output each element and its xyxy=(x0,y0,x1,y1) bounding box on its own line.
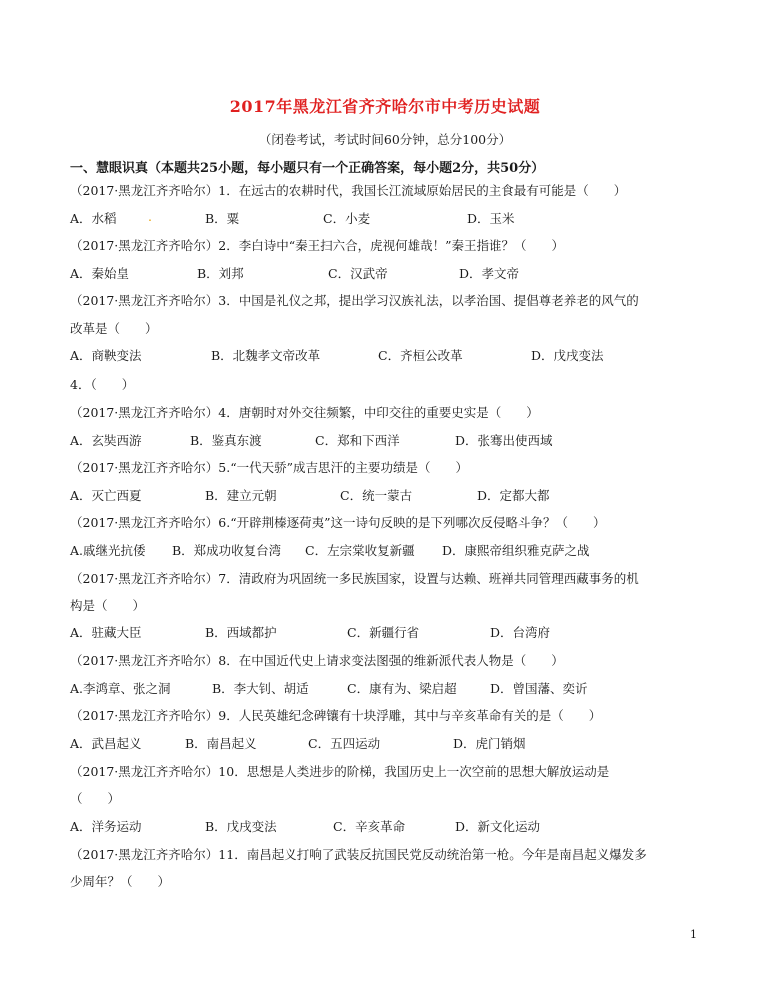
question-1-option-a: A．水稻 xyxy=(70,211,117,226)
question-5-option-c: C．统一蒙古 xyxy=(340,488,413,503)
question-2-stem: （2017·黑龙江齐齐哈尔）2．李白诗中“秦王扫六合，虎视何雄哉！”秦王指谁？（ ） xyxy=(70,238,565,253)
question-9-stem: （2017·黑龙江齐齐哈尔）9．人民英雄纪念碑镶有十块浮雕，其中与辛亥革命有关的是（ ） xyxy=(70,708,602,723)
question-7-option-a: A．驻藏大臣 xyxy=(70,625,142,640)
question-8-option-a: A.李鸿章、张之洞 xyxy=(70,681,171,696)
question-9-option-d: D．虎门销烟 xyxy=(453,736,526,751)
question-9-option-b: B．南昌起义 xyxy=(185,736,257,751)
question-6-option-a: A.戚继光抗倭 xyxy=(70,543,146,558)
exam-title: 2017年黑龙江省齐齐哈尔市中考历史试题 xyxy=(229,97,541,116)
stray-dot: . xyxy=(148,209,152,224)
question-2-option-b: B．刘邦 xyxy=(197,266,244,281)
question-3-stem-line-1: （2017·黑龙江齐齐哈尔）3．中国是礼仪之邦，提出学习汉族礼法，以孝治国、提倡尊老养老的风气的 xyxy=(70,293,639,308)
question-8-option-d: D．曾国藩、奕䜣 xyxy=(490,681,588,696)
question-1-option-d: D．玉米 xyxy=(467,211,515,226)
question-9-option-c: C．五四运动 xyxy=(308,736,381,751)
question-7-stem-line-2: 构是（ ） xyxy=(70,598,146,613)
question-10-option-a: A．洋务运动 xyxy=(70,819,142,834)
question-2-option-d: D．孝文帝 xyxy=(459,266,520,281)
exam-subtitle: （闭卷考试，考试时间60分钟，总分100分） xyxy=(258,132,512,147)
question-4-stem: （2017·黑龙江齐齐哈尔）4．唐朝时对外交往频繁，中印交往的重要史实是（ ） xyxy=(70,405,539,420)
question-11-stem-line-1: （2017·黑龙江齐齐哈尔）11．南昌起义打响了武装反抗国民党反动统治第一枪。今年是南昌起义爆发多 xyxy=(70,847,647,862)
question-5-option-d: D．定都大都 xyxy=(477,488,550,503)
question-1-option-c: C．小麦 xyxy=(323,211,371,226)
question-3-option-b: B．北魏孝文帝改革 xyxy=(211,348,321,363)
question-4-option-a: A．玄奘西游 xyxy=(70,433,142,448)
question-3-option-c: C．齐桓公改革 xyxy=(378,348,463,363)
question-6-stem: （2017·黑龙江齐齐哈尔）6.“开辟荆榛逐荷夷”这一诗句反映的是下列哪次反侵略斗争？（ ） xyxy=(70,515,606,530)
question-2-option-a: A．秦始皇 xyxy=(70,266,130,281)
question-8-stem: （2017·黑龙江齐齐哈尔）8．在中国近代史上请求变法图强的维新派代表人物是（ ） xyxy=(70,653,564,668)
question-7-option-d: D．台湾府 xyxy=(490,625,551,640)
question-10-option-c: C．辛亥革命 xyxy=(333,819,406,834)
question-10-stem-line-2: （ ） xyxy=(70,791,121,806)
page-number: 1 xyxy=(690,928,697,941)
question-5-stem: （2017·黑龙江齐齐哈尔）5.“一代天骄”成吉思汗的主要功绩是（ ） xyxy=(70,460,468,475)
question-6-option-c: C．左宗棠收复新疆 xyxy=(305,543,415,558)
question-5-option-a: A．灭亡西夏 xyxy=(70,488,142,503)
question-4-option-c: C．郑和下西洋 xyxy=(315,433,400,448)
question-10-option-b: B．戊戌变法 xyxy=(205,819,277,834)
question-3-stem-line-2: 改革是（ ） xyxy=(70,321,158,336)
question-9-option-a: A．武昌起义 xyxy=(70,736,142,751)
question-1-option-b: B．粟 xyxy=(205,211,240,226)
question-6-option-d: D．康熙帝组织雅克萨之战 xyxy=(442,543,590,558)
question-7-option-b: B．西域都护 xyxy=(205,625,277,640)
question-10-option-d: D．新文化运动 xyxy=(455,819,541,834)
question-8-option-b: B．李大钊、胡适 xyxy=(212,681,309,696)
question-7-option-c: C．新疆行省 xyxy=(347,625,420,640)
question-3-option-a: A．商鞅变法 xyxy=(70,348,142,363)
question-8-option-c: C．康有为、梁启超 xyxy=(347,681,457,696)
section-heading: 一、慧眼识真（本题共25小题，每小题只有一个正确答案，每小题2分，共50分） xyxy=(70,161,545,176)
question-11-stem-line-2: 少周年？（ ） xyxy=(70,874,171,889)
question-4-option-d: D．张骞出使西域 xyxy=(455,433,553,448)
question-2-option-c: C．汉武帝 xyxy=(328,266,388,281)
question-4-option-b: B．鉴真东渡 xyxy=(190,433,262,448)
question-6-option-b: B．郑成功收复台湾 xyxy=(172,543,282,558)
stray-question-fragment: 4．（ ） xyxy=(70,377,135,392)
question-10-stem-line-1: （2017·黑龙江齐齐哈尔）10．思想是人类进步的阶梯，我国历史上一次空前的思想大解放运动是 xyxy=(70,764,610,779)
question-5-option-b: B．建立元朝 xyxy=(205,488,277,503)
question-1-stem: （2017·黑龙江齐齐哈尔）1．在远古的农耕时代，我国长江流域原始居民的主食最有可能是（ ） xyxy=(70,183,627,198)
question-7-stem-line-1: （2017·黑龙江齐齐哈尔）7．清政府为巩固统一多民族国家，设置与达赖、班禅共同管理西藏事务的机 xyxy=(70,571,639,586)
question-3-option-d: D．戊戌变法 xyxy=(531,348,604,363)
